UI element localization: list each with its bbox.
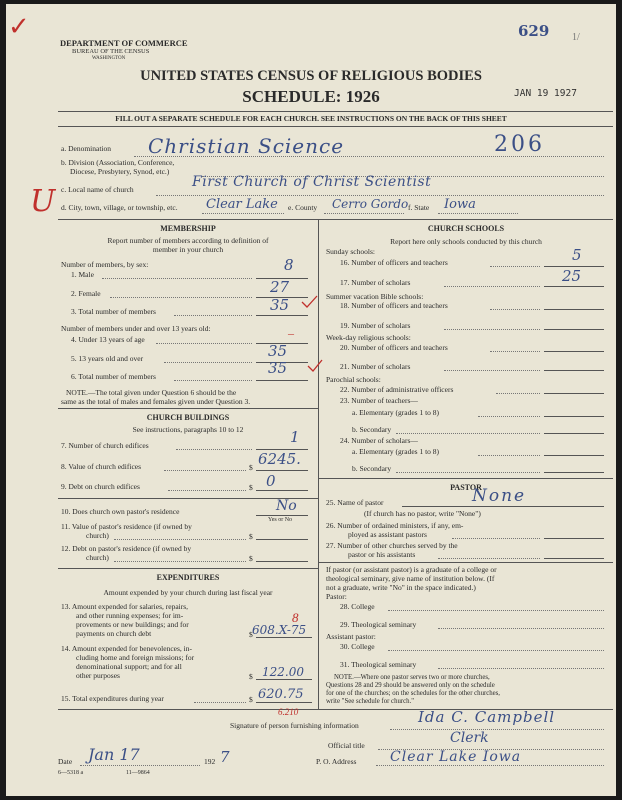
q18-label: 18. Number of officers and teachers (340, 301, 448, 310)
signature-line (390, 729, 604, 730)
q23a-label: a. Elementary (grades 1 to 8) (352, 408, 440, 417)
answer-line (544, 286, 604, 287)
dotted-leader (396, 472, 540, 473)
q26-label: 26. Number of ordained ministers, if any, em- (326, 521, 464, 530)
answer-line (256, 702, 312, 703)
rule (58, 126, 613, 127)
dollar-sign: $ (249, 463, 253, 472)
q15-red-correction: 6.210 (278, 707, 299, 717)
q15-value[interactable]: 620.75 (258, 687, 304, 702)
answer-line (544, 433, 604, 434)
print-number: 11—9864 (126, 770, 150, 776)
local-name-value[interactable]: First Church of Christ Scientist (192, 174, 432, 190)
dollar-sign: $ (249, 554, 253, 563)
state-line (438, 213, 518, 214)
pastor-note-4: write "See schedule for church." (326, 698, 415, 705)
q25-hint: (If church has no pastor, write "None") (364, 509, 481, 518)
dotted-leader (102, 278, 252, 279)
q19-label: 19. Number of scholars (340, 321, 411, 330)
q12-label-2: church) (86, 553, 109, 562)
q1-value[interactable]: 8 (284, 256, 294, 274)
q24b-label: b. Secondary (352, 464, 392, 473)
q17-value[interactable]: 25 (562, 267, 582, 285)
answer-line (256, 380, 308, 381)
q25-label: 25. Name of pastor (326, 498, 384, 507)
dollar-sign: $ (249, 483, 253, 492)
q11-label: 11. Value of pastor's residence (if owned by (61, 522, 192, 531)
q13-label-2: and other running expenses; for im- (76, 611, 184, 620)
answer-line (256, 539, 308, 540)
date-value[interactable]: Jan 17 (88, 745, 140, 764)
answer-line (544, 558, 604, 559)
q2-value[interactable]: 27 (270, 278, 290, 296)
q25-value[interactable]: None (472, 486, 527, 506)
q5-label: 5. 13 years old and over (71, 354, 144, 363)
dollar-sign: $ (249, 695, 253, 704)
dotted-leader (452, 538, 540, 539)
dotted-leader (388, 610, 604, 611)
membership-intro: Report number of members according to definition of (107, 236, 269, 245)
dotted-leader (444, 329, 540, 330)
weekday-schools-label: Week-day religious schools: (326, 333, 411, 342)
po-address-label: P. O. Address (316, 757, 357, 766)
denomination-value[interactable]: Christian Science (148, 134, 345, 158)
corner-pencil-mark: 1/ (572, 32, 580, 43)
membership-heading: MEMBERSHIP (160, 224, 216, 233)
dotted-leader (438, 558, 540, 559)
dollar-sign: $ (249, 672, 253, 681)
dotted-leader (164, 362, 252, 363)
answer-line (402, 506, 604, 507)
answer-line (256, 637, 312, 638)
county-label: e. County (288, 203, 318, 212)
q5-value[interactable]: 35 (268, 342, 288, 360)
answer-line (544, 309, 604, 310)
dotted-leader (168, 490, 246, 491)
q29-label: 29. Theological seminary (340, 620, 417, 629)
schedule-number: 629 (518, 22, 550, 40)
dollar-sign: $ (249, 630, 253, 639)
q6-label: 6. Total number of members (71, 372, 156, 381)
buildings-subheading: See instructions, paragraphs 10 to 12 (132, 425, 244, 434)
q21-label: 21. Number of scholars (340, 362, 411, 371)
age-intro-label: Number of members under and over 13 years old: (61, 324, 211, 333)
schools-intro: Report here only schools conducted by this church (390, 237, 542, 246)
assistant-pastor-subheading: Assistant pastor: (326, 632, 376, 641)
pastor-subheading: Pastor: (326, 592, 347, 601)
rule (319, 562, 613, 563)
official-title-value[interactable]: Clerk (450, 730, 489, 746)
red-margin-mark: U (30, 184, 56, 219)
membership-intro-2: member in your church (152, 245, 224, 254)
q9-value[interactable]: 0 (266, 472, 276, 490)
date-label: Date (58, 757, 73, 766)
answer-line (256, 470, 308, 471)
q13-label-3: provements or new buildings; and for (76, 620, 189, 629)
answer-line (544, 370, 604, 371)
red-tick-mark (306, 358, 324, 374)
answer-line (544, 455, 604, 456)
answer-line (544, 538, 604, 539)
schools-heading: CHURCH SCHOOLS (427, 224, 505, 233)
po-address-line (376, 765, 604, 766)
q3-label: 3. Total number of members (71, 307, 156, 316)
q30-label: 30. College (340, 642, 375, 651)
state-value[interactable]: Iowa (444, 197, 476, 212)
q10-label: 10. Does church own pastor's residence (61, 507, 180, 516)
dollar-sign: $ (249, 532, 253, 541)
answer-line (256, 490, 308, 491)
q26-label-2: ployed as assistant pastors (348, 530, 427, 539)
membership-note-2: same as the total of males and females given under Question 3. (61, 397, 251, 406)
dotted-leader (194, 702, 246, 703)
q27-label: 27. Number of other churches served by the (326, 541, 458, 550)
dotted-leader (388, 650, 604, 651)
q20-label: 20. Number of officers and teachers (340, 343, 448, 352)
sunday-schools-label: Sunday schools: (326, 247, 375, 256)
column-divider (318, 219, 319, 709)
dotted-leader (174, 315, 252, 316)
expenditures-heading: EXPENDITURES (156, 573, 220, 582)
parochial-schools-label: Parochial schools: (326, 375, 381, 384)
dotted-leader (444, 286, 540, 287)
q28-label: 28. College (340, 602, 375, 611)
buildings-heading: CHURCH BUILDINGS (146, 413, 230, 422)
red-check-mark: ✓ (8, 12, 30, 41)
denomination-label: a. Denomination (61, 144, 111, 153)
dotted-leader (444, 370, 540, 371)
q24-label: 24. Number of scholars— (340, 436, 418, 445)
answer-line (544, 329, 604, 330)
q13-label-4: payments on church debt (76, 629, 152, 638)
q23b-label: b. Secondary (352, 425, 392, 434)
answer-line (256, 315, 308, 316)
rule (58, 568, 318, 569)
local-name-line (156, 195, 604, 196)
dotted-leader (156, 343, 252, 344)
dotted-leader (176, 449, 252, 450)
graduate-instructions-3: not a graduate, write "No" in the space indicated.) (326, 583, 476, 592)
q12-label: 12. Debt on pastor's residence (if owned by (61, 544, 192, 553)
rule (58, 219, 613, 220)
rule (319, 478, 613, 479)
answer-line (544, 393, 604, 394)
red-tick-mark (300, 294, 320, 310)
date-line (80, 765, 200, 766)
signature-label: Signature of person furnishing information (230, 721, 359, 730)
signature-value[interactable]: Ida C. Campbell (418, 708, 556, 726)
rule (58, 408, 318, 409)
pastor-note-3: for one of the churches; on the schedules for the other churches, (326, 690, 501, 697)
q8-label: 8. Value of church edifices (61, 462, 142, 471)
county-value[interactable]: Cerro Gordo (332, 197, 409, 211)
year-prefix: 192 (204, 757, 216, 766)
q7-value[interactable]: 1 (290, 428, 300, 446)
form-number: 6—5318 a (58, 770, 84, 776)
dotted-leader (164, 470, 246, 471)
dotted-leader (478, 455, 540, 456)
q4-label: 4. Under 13 years of age (71, 335, 145, 344)
dotted-leader (174, 380, 252, 381)
pastor-note-2: Questions 28 and 29 should be answered only on the schedule (326, 682, 495, 689)
dotted-leader (114, 539, 246, 540)
q4-value[interactable]: – (288, 326, 294, 340)
q3-value[interactable]: 35 (270, 296, 290, 314)
q14-label-2: cluding home and foreign missions; for (76, 653, 195, 662)
q16-label: 16. Number of officers and teachers (340, 258, 448, 267)
city-label: d. City, town, village, or township, etc. (61, 203, 178, 212)
rule (58, 111, 613, 112)
department-name: DEPARTMENT OF COMMERCE (60, 38, 188, 48)
official-title-label: Official title (328, 741, 365, 750)
q13-red-correction: 8 (292, 610, 299, 625)
q14-label-4: other purposes (76, 671, 120, 680)
summer-schools-label: Summer vacation Bible schools: (326, 292, 424, 301)
q14-label-3: denominational support; and for all (76, 662, 182, 671)
answer-line (256, 561, 308, 562)
q9-label: 9. Debt on church edifices (61, 482, 140, 491)
q16-value[interactable]: 5 (572, 246, 582, 264)
po-address-value[interactable]: Clear Lake Iowa (390, 749, 522, 765)
census-schedule-sheet (6, 4, 616, 796)
division-label: b. Division (Association, Conference, (61, 158, 175, 167)
form-title: UNITED STATES CENSUS OF RELIGIOUS BODIES (140, 68, 482, 84)
dotted-leader (438, 668, 604, 669)
membership-note: NOTE.—The total given under Question 6 should be the (66, 388, 237, 397)
q1-label: 1. Male (71, 270, 94, 279)
dotted-leader (478, 416, 540, 417)
expenditures-subheading: Amount expended by your church during last fiscal year (103, 588, 273, 597)
dotted-leader (396, 433, 540, 434)
q23-label: 23. Number of teachers— (340, 396, 418, 405)
q22-label: 22. Number of administrative officers (340, 385, 454, 394)
year-value[interactable]: 7 (220, 748, 230, 766)
local-name-label: c. Local name of church (61, 185, 134, 194)
q8-value[interactable]: 6245. (258, 450, 301, 468)
state-label: f. State (408, 203, 430, 212)
county-line (324, 213, 404, 214)
answer-line (544, 472, 604, 473)
bureau-name: BUREAU OF THE CENSUS (72, 48, 150, 55)
q31-label: 31. Theological seminary (340, 660, 417, 669)
bureau-city: WASHINGTON (92, 56, 126, 61)
q27-label-2: pastor or his assistants (348, 550, 416, 559)
dotted-leader (490, 309, 540, 310)
q17-label: 17. Number of scholars (340, 278, 411, 287)
q14-value[interactable]: 122.00 (262, 665, 304, 679)
pastor-note: NOTE.—Where one pastor serves two or more churches, (334, 674, 490, 681)
q2-label: 2. Female (71, 289, 101, 298)
graduate-instructions: If pastor (or assistant pastor) is a graduate of a college or (326, 565, 497, 574)
q15-label: 15. Total expenditures during year (61, 694, 164, 703)
q24a-label: a. Elementary (grades 1 to 8) (352, 447, 440, 456)
answer-line (256, 679, 312, 680)
q13-label: 13. Amount expended for salaries, repairs, (61, 602, 189, 611)
received-date-stamp: JAN 19 1927 (514, 88, 577, 99)
city-value[interactable]: Clear Lake (206, 197, 278, 212)
graduate-instructions-2: theological seminary, give name of institution below. (If (326, 574, 495, 583)
form-instruction: FILL OUT A SEPARATE SCHEDULE FOR EACH CHURCH. SEE INSTRUCTIONS ON THE BACK OF THIS SHEET (115, 114, 507, 123)
denomination-code: 206 (494, 132, 545, 157)
q10-hint: Yes or No (268, 517, 293, 523)
q11-label-2: church) (86, 531, 109, 540)
dotted-leader (110, 297, 252, 298)
form-schedule-year: SCHEDULE: 1926 (242, 87, 380, 106)
q6-value[interactable]: 35 (268, 359, 288, 377)
answer-line (544, 351, 604, 352)
q10-value[interactable]: No (276, 498, 297, 514)
dotted-leader (490, 266, 540, 267)
q7-label: 7. Number of church edifices (61, 441, 149, 450)
q13-value[interactable]: 608.X-75 (252, 623, 307, 637)
pastor-heading: PASTOR (450, 483, 482, 492)
city-line (202, 213, 284, 214)
answer-line (544, 416, 604, 417)
division-label-line2: Diocese, Presbytery, Synod, etc.) (70, 167, 170, 176)
answer-line (256, 515, 308, 516)
dotted-leader (438, 628, 604, 629)
dotted-leader (490, 351, 540, 352)
q14-label: 14. Amount expended for benevolences, in- (61, 644, 193, 653)
dotted-leader (114, 561, 246, 562)
dotted-leader (496, 393, 540, 394)
members-by-sex-label: Number of members, by sex: (61, 260, 149, 269)
